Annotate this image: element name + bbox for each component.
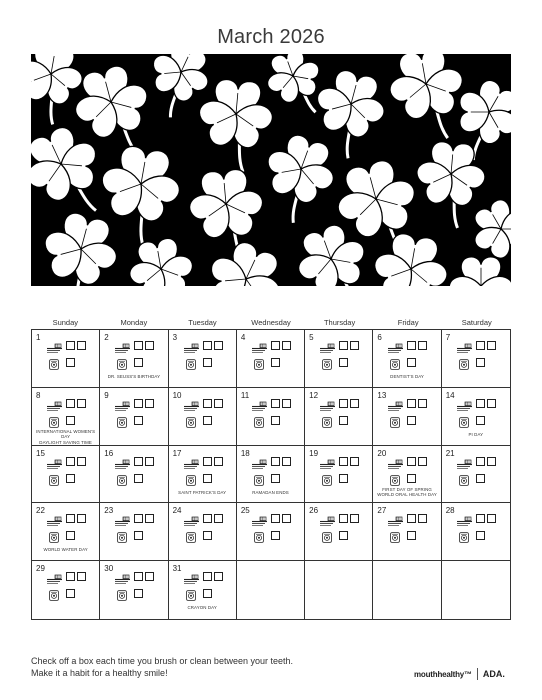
day-cell [169,503,237,561]
floss-icon [186,357,196,368]
checkbox[interactable] [407,457,416,466]
weekday-label: Friday [397,318,419,327]
toothbrush-icon [387,513,404,523]
toothbrush-icon [251,456,268,466]
floss-icon [186,530,196,541]
checkbox[interactable] [407,531,416,540]
checkbox[interactable] [271,416,280,425]
toothbrush-icon [114,513,131,523]
checkbox[interactable] [271,474,280,483]
shamrock-shape [361,229,457,286]
day-cell [305,330,373,388]
day-number: 27 [377,506,387,516]
floss-icon [322,530,332,541]
checkbox[interactable] [203,341,212,350]
day-number: 22 [36,506,45,516]
checkbox[interactable] [66,474,75,483]
day-number: 9 [104,390,109,400]
day-number: 18 [240,448,250,458]
observance-note [373,374,440,379]
checkbox[interactable] [476,457,485,466]
floss-icon [390,530,400,541]
day-number: 28 [445,506,455,516]
floss-icon [186,588,196,599]
checkbox[interactable] [134,416,143,425]
weekday-label: Tuesday [188,318,217,327]
checkbox[interactable] [271,341,280,350]
checkbox[interactable] [66,589,75,598]
floss-icon [459,357,469,368]
observance-label: INTERNATIONAL WOMEN'S DAY [36,428,96,440]
checkbox[interactable] [407,474,416,483]
day-cell [305,388,373,446]
checkbox[interactable] [339,399,348,408]
toothbrush-icon [456,513,473,523]
toothbrush-icon [183,571,200,581]
day-number: 29 [36,564,45,574]
day-cell [305,446,373,504]
observance-note [373,487,440,498]
checkbox[interactable] [487,457,496,466]
day-cell [442,330,510,388]
shamrock-shape [121,234,204,286]
checkbox[interactable] [145,341,154,350]
day-number: 21 [445,448,455,458]
weekday-label: Wednesday [251,318,291,327]
mouthhealthy-logo: mouthhealthy™ [414,669,472,679]
checkbox[interactable] [339,514,348,523]
day-cell [32,446,100,504]
toothbrush-icon [319,456,336,466]
day-number: 1 [36,333,41,342]
page-title: March 2026 [217,26,325,48]
day-cell [100,561,168,619]
checkbox[interactable] [487,341,496,350]
day-cell [373,446,441,504]
day-number: 30 [104,564,114,574]
floss-icon [117,415,127,426]
checkbox[interactable] [134,589,143,598]
day-number: 17 [172,448,182,458]
checkbox[interactable] [271,399,280,408]
day-cell [305,503,373,561]
checkbox[interactable] [77,514,86,523]
toothbrush-icon [251,513,268,523]
checkbox[interactable] [418,457,427,466]
shamrock-shape [31,206,129,286]
day-cell [169,330,237,388]
day-number: 10 [172,390,182,400]
weekday-label: Sunday [52,318,78,327]
empty-cell [237,561,305,619]
checkbox[interactable] [134,358,143,367]
checkbox[interactable] [271,514,280,523]
checkbox[interactable] [203,457,212,466]
observance-note [237,490,304,495]
floss-icon [390,473,400,484]
observance-label: FIRST DAY OF SPRING [382,486,432,492]
checkbox[interactable] [134,399,143,408]
floss-icon [49,473,59,484]
day-cell [373,503,441,561]
checkbox[interactable] [214,572,223,581]
checkbox[interactable] [476,416,485,425]
checkbox[interactable] [203,416,212,425]
shamrock-illustration [31,54,511,286]
toothbrush-icon [183,340,200,350]
checkbox[interactable] [487,399,496,408]
floss-icon [117,588,127,599]
day-cell [169,388,237,446]
observance-note [32,429,99,445]
checkbox[interactable] [214,457,223,466]
toothbrush-icon [114,456,131,466]
checkbox[interactable] [282,399,291,408]
observance-note [442,432,510,437]
checkbox[interactable] [203,589,212,598]
ada-logo: ADA. [482,669,505,679]
day-number: 23 [104,506,114,516]
weekday-label: Saturday [461,318,492,327]
floss-icon [49,357,59,368]
day-cell [100,446,168,504]
checkbox[interactable] [66,457,75,466]
checkbox[interactable] [339,457,348,466]
observance-label: WORLD ORAL HEALTH DAY [377,492,437,497]
checkbox[interactable] [487,514,496,523]
toothbrush-icon [183,456,200,466]
checkbox[interactable] [476,399,485,408]
checkbox[interactable] [134,572,143,581]
floss-icon [390,357,400,368]
day-cell [169,446,237,504]
day-number: 2 [104,333,109,342]
checkbox[interactable] [407,399,416,408]
toothbrush-icon [251,398,268,408]
floss-icon [117,473,127,484]
floss-icon [117,357,127,368]
shamrock-shape [185,231,297,286]
checkbox[interactable] [339,341,348,350]
checkbox[interactable] [77,341,86,350]
toothbrush-icon [387,456,404,466]
floss-icon [459,473,469,484]
checkbox[interactable] [66,399,75,408]
day-number: 15 [36,448,45,458]
floss-icon [49,415,59,426]
toothbrush-icon [387,398,404,408]
floss-icon [186,415,196,426]
observance-label: SAINT PATRICK'S DAY [178,489,227,495]
checkbox[interactable] [134,514,143,523]
toothbrush-icon [319,513,336,523]
day-number: 19 [309,448,319,458]
checkbox[interactable] [203,531,212,540]
floss-icon [254,473,264,484]
checkbox[interactable] [476,358,485,367]
observance-label: DENTIST'S DAY [390,374,424,379]
checkbox[interactable] [339,531,348,540]
day-cell [442,446,510,504]
observance-note [169,490,236,495]
checkbox[interactable] [66,341,75,350]
floss-icon [186,473,196,484]
day-number: 8 [36,390,41,400]
toothbrush-icon [456,340,473,350]
floss-icon [459,530,469,541]
day-cell [442,503,510,561]
weekday-label: Monday [120,318,148,327]
checkbox[interactable] [339,474,348,483]
day-number: 6 [377,333,382,342]
day-number: 14 [445,390,455,400]
checkbox[interactable] [282,457,291,466]
day-cell [32,503,100,561]
checkbox[interactable] [476,531,485,540]
floss-icon [254,530,264,541]
checkbox[interactable] [77,399,86,408]
observance-label: CRAYON DAY [187,605,217,611]
observance-note [32,547,99,552]
shamrock-shape [191,77,280,174]
floss-icon [322,357,332,368]
toothbrush-icon [46,571,63,581]
day-cell [32,330,100,388]
footer-instructions [31,656,293,679]
checkbox[interactable] [476,514,485,523]
checkbox[interactable] [418,341,427,350]
checkbox[interactable] [214,514,223,523]
calendar-grid [31,329,511,620]
day-number: 20 [377,448,387,458]
checkbox[interactable] [134,531,143,540]
checkbox[interactable] [203,514,212,523]
floss-icon [322,415,332,426]
checkbox[interactable] [407,416,416,425]
day-number: 13 [377,390,387,400]
day-number: 7 [445,333,451,342]
footer-line: Check off a box each time you brush or clean between your teeth. [31,656,293,666]
floss-icon [390,415,400,426]
checkbox[interactable] [203,572,212,581]
toothbrush-icon [114,340,131,350]
day-cell [442,388,510,446]
checkbox[interactable] [77,572,86,581]
logo [414,668,505,680]
checkbox[interactable] [271,358,280,367]
checkbox[interactable] [134,474,143,483]
checkbox[interactable] [418,514,427,523]
day-number: 16 [104,448,114,458]
toothbrush-icon [46,398,63,408]
toothbrush-icon [114,571,131,581]
checkbox[interactable] [203,399,212,408]
observance-label: DR. SEUSS'S BIRTHDAY [107,374,161,379]
checkbox[interactable] [271,457,280,466]
checkbox[interactable] [271,531,280,540]
shamrock-shape [446,257,511,286]
checkbox[interactable] [350,457,359,466]
toothbrush-icon [183,398,200,408]
empty-cell [373,561,441,619]
day-cell [373,330,441,388]
day-number: 31 [172,564,182,574]
day-number: 4 [240,333,246,342]
empty-cell [305,561,373,619]
weekday-label: Thursday [323,318,356,327]
checkbox[interactable] [145,514,154,523]
floss-icon [117,530,127,541]
day-cell [237,446,305,504]
day-number: 12 [309,390,319,400]
checkbox[interactable] [407,358,416,367]
day-number: 11 [240,390,250,400]
day-number: 3 [172,333,178,342]
observance-note [169,605,236,610]
checkbox[interactable] [203,358,212,367]
checkbox[interactable] [339,358,348,367]
toothbrush-icon [456,398,473,408]
day-number: 25 [240,506,250,516]
day-cell [100,503,168,561]
shamrock-shape [183,167,272,264]
checkbox[interactable] [66,514,75,523]
checkbox[interactable] [418,399,427,408]
toothbrush-icon [251,340,268,350]
observance-label: DAYLIGHT SAVING TIME [39,439,92,445]
checkbox[interactable] [282,341,291,350]
floss-icon [49,588,59,599]
toothbrush-icon [46,513,63,523]
checkbox[interactable] [66,531,75,540]
checkbox[interactable] [145,572,154,581]
checkbox[interactable] [134,457,143,466]
floss-icon [322,473,332,484]
toothbrush-icon [46,456,63,466]
checkbox[interactable] [350,341,359,350]
observance-label: RAMADAN ENDS [252,489,289,495]
day-cell [169,561,237,619]
floss-icon [49,530,59,541]
shamrock-shape [247,127,347,232]
checkbox[interactable] [134,341,143,350]
checkbox[interactable] [282,514,291,523]
observance-label: WORLD WATER DAY [43,547,88,553]
footer-line: Make it a habit for a healthy smile! [31,667,168,678]
day-number: 5 [309,333,314,342]
checkbox[interactable] [66,572,75,581]
floss-icon [459,415,469,426]
checkbox[interactable] [476,341,485,350]
toothbrush-icon [319,398,336,408]
day-cell [237,388,305,446]
day-number: 26 [309,506,319,516]
toothbrush-icon [387,340,404,350]
toothbrush-icon [456,456,473,466]
logo-divider [477,668,478,680]
checkbox[interactable] [339,416,348,425]
checkbox[interactable] [145,457,154,466]
checkbox[interactable] [66,416,75,425]
observance-label: PI DAY [468,431,484,437]
checkbox[interactable] [350,399,359,408]
checkbox[interactable] [407,514,416,523]
day-number: 24 [172,506,182,516]
toothbrush-icon [46,340,63,350]
toothbrush-icon [183,513,200,523]
checkbox[interactable] [77,457,86,466]
day-cell [100,330,168,388]
day-cell [32,388,100,446]
checkbox[interactable] [214,341,223,350]
checkbox[interactable] [66,358,75,367]
checkbox[interactable] [407,341,416,350]
day-cell [373,388,441,446]
observance-note [100,374,167,379]
day-cell [100,388,168,446]
checkbox[interactable] [350,514,359,523]
toothbrush-icon [319,340,336,350]
checkbox[interactable] [203,474,212,483]
toothbrush-icon [114,398,131,408]
day-cell [237,330,305,388]
checkbox[interactable] [145,399,154,408]
floss-icon [254,415,264,426]
checkbox[interactable] [214,399,223,408]
floss-icon [254,357,264,368]
checkbox[interactable] [476,474,485,483]
day-cell [32,561,100,619]
day-cell [237,503,305,561]
empty-cell [442,561,510,619]
